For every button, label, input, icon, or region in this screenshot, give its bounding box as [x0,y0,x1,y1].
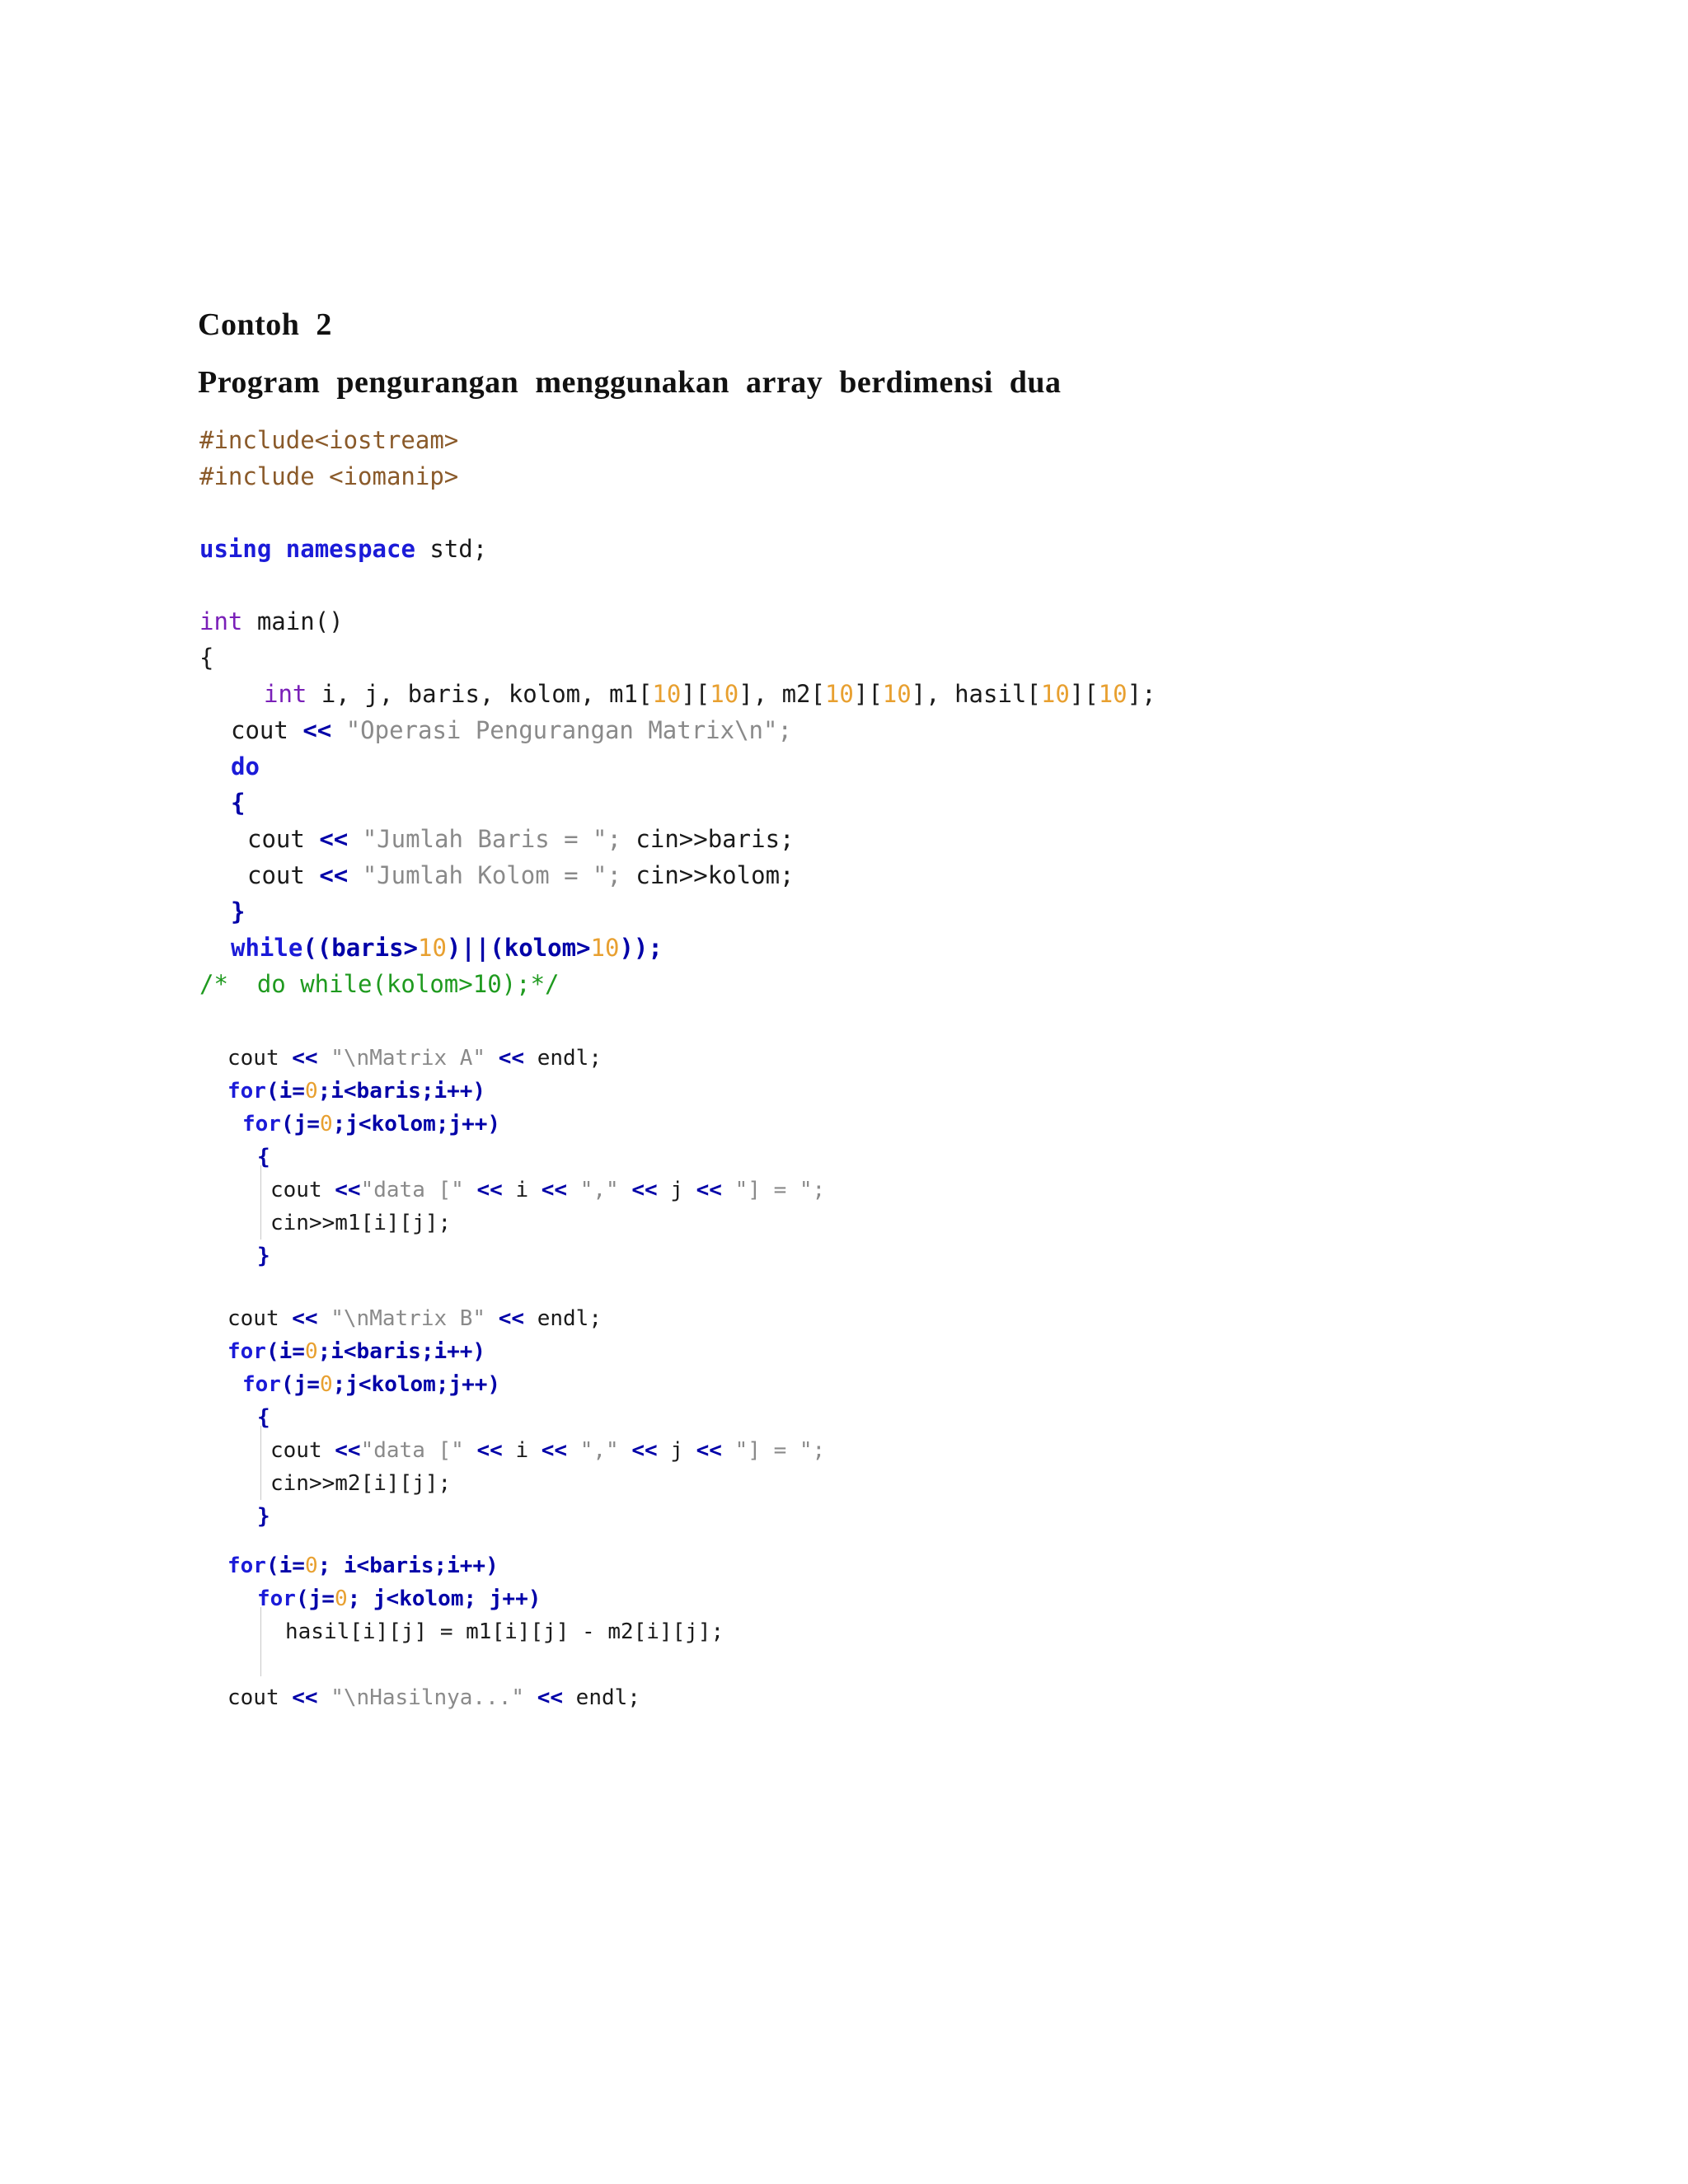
code-text: { [257,1145,270,1169]
code-line [227,1681,640,1718]
number-literal: 10 [1098,680,1128,708]
operator: << [618,1438,658,1463]
operator: << [541,1178,568,1202]
code-text: cout [247,861,320,889]
operator: << [292,1685,318,1710]
code-text: ;i<baris;i++) [317,1339,486,1364]
code-line [257,1141,270,1177]
indent-guide [260,1426,261,1500]
operator: << [463,1438,503,1463]
code-line [247,857,794,893]
number-literal: 0 [304,1554,318,1578]
code-text: ; i<baris;i++) [317,1554,499,1578]
code-line [270,1207,451,1243]
number-literal: 0 [334,1586,348,1611]
code-text: cout [231,716,303,744]
code-line [231,748,260,785]
operator: << [541,1438,568,1463]
code-text: cout [270,1438,335,1463]
code-text: endl; [524,1306,602,1331]
code-text: )||(kolom> [446,934,591,962]
code-text: cout [227,1306,293,1331]
code-text: } [257,1504,270,1529]
code-line [199,966,560,1002]
code-line [270,1467,451,1503]
keyword: using [199,535,272,563]
number-literal: 0 [304,1079,318,1104]
string-literal: "\nMatrix B" [317,1306,486,1331]
code-text: cout [227,1685,293,1710]
number-literal: 10 [882,680,912,708]
code-text: (j= [280,1112,320,1137]
code-line [227,1549,499,1586]
code-text: endl; [524,1046,602,1071]
code-text: (j= [280,1372,320,1397]
code-text: cin>>kolom; [621,861,795,889]
indent-guide [260,1607,261,1676]
code-line [257,1582,541,1619]
operator: << [524,1685,564,1710]
code-line [199,640,213,676]
code-text: { [199,644,214,672]
code-text: ][ [1069,680,1099,708]
keyword: for [227,1339,266,1364]
number-literal: 0 [319,1112,333,1137]
code-text: { [231,789,246,817]
string-literal: "Jumlah Kolom = "; [348,861,621,889]
number-literal: 0 [319,1372,333,1397]
code-line [231,930,663,966]
keyword: while [231,934,303,962]
string-literal: "] = "; [721,1178,826,1202]
code-text: cout [270,1178,335,1202]
number-literal: 0 [304,1339,318,1364]
operator: << [463,1178,503,1202]
operator: << [292,1306,318,1331]
section-subtitle: Program pengurangan menggunakan array berdimensi dua [198,365,1062,400]
code-text: ], hasil[ [911,680,1041,708]
string-literal: "\nHasilnya..." [317,1685,525,1710]
code-line [257,1500,270,1536]
code-text: hasil[i][j] = m1[i][j] - m2[i][j]; [285,1619,724,1644]
code-text: j [657,1178,696,1202]
operator: << [696,1438,722,1463]
code-text: (i= [265,1339,305,1364]
code-line [227,1075,485,1111]
keyword: for [227,1554,266,1578]
code-line [270,1434,825,1470]
keyword: for [242,1372,281,1397]
code-text: )); [619,934,663,962]
code-text: endl; [563,1685,640,1710]
code-line [199,603,344,640]
preprocessor-directive: #include<iostream> [199,426,459,454]
string-literal: "Jumlah Baris = "; [348,825,621,853]
code-line [227,1335,485,1371]
code-line [199,531,487,567]
code-text: ;j<kolom;j++) [332,1112,501,1137]
operator: << [302,716,332,744]
code-text: i, j, baris, kolom, m1[ [307,680,653,708]
code-text: i [502,1438,542,1463]
indent-guide [260,1165,261,1240]
code-text: cin>>baris; [621,825,795,853]
code-text: ]; [1127,680,1156,708]
code-line [247,821,794,857]
code-line [242,1108,500,1144]
code-line [264,676,1156,712]
code-line [231,893,245,930]
code-text: ;i<baris;i++) [317,1079,486,1104]
code-block-lower [227,1042,826,1899]
string-literal: "," [567,1178,619,1202]
code-text: ][ [853,680,883,708]
operator: << [485,1306,525,1331]
code-text: main() [242,607,344,635]
code-line [199,422,458,458]
section-title: Contoh 2 [198,307,332,342]
number-literal: 10 [418,934,447,962]
code-line [242,1368,500,1404]
operator: << [485,1046,525,1071]
code-text: i [502,1178,542,1202]
keyword: for [257,1586,296,1611]
string-literal: "data [" [360,1438,464,1463]
code-text: } [231,898,246,926]
string-literal: "Operasi Pengurangan Matrix\n"; [331,716,792,744]
code-text: ;j<kolom;j++) [332,1372,501,1397]
number-literal: 10 [590,934,620,962]
string-literal: "\nMatrix A" [317,1046,486,1071]
type-keyword: int [199,607,243,635]
preprocessor-directive: #include <iomanip> [199,462,459,490]
operator: << [319,825,349,853]
operator: << [696,1178,722,1202]
code-text: cout [247,825,320,853]
keyword: namespace [285,535,415,563]
code-line [231,712,792,748]
code-text: ][ [681,680,710,708]
operator: << [618,1178,658,1202]
keyword: for [242,1112,281,1137]
code-line [257,1401,270,1437]
code-text: } [257,1244,270,1268]
string-literal: "," [567,1438,619,1463]
code-text: { [257,1405,270,1430]
code-line [285,1615,724,1652]
code-text: (j= [295,1586,335,1611]
operator: << [335,1438,361,1463]
keyword: for [227,1079,266,1104]
code-line [199,458,458,494]
type-keyword: int [264,680,307,708]
number-literal: 10 [652,680,682,708]
code-line [227,1042,602,1078]
number-literal: 10 [710,680,739,708]
code-line [257,1240,270,1276]
operator: << [319,861,349,889]
code-text: (i= [265,1079,305,1104]
code-text: cout [227,1046,293,1071]
number-literal: 10 [1040,680,1070,708]
code-text: ((baris> [302,934,418,962]
keyword: do [231,752,260,780]
code-text: std; [415,535,488,563]
code-text: cin>>m1[i][j]; [270,1211,452,1235]
code-line [270,1174,825,1210]
code-text: j [657,1438,696,1463]
string-literal: "data [" [360,1178,464,1202]
code-text: (i= [265,1554,305,1578]
operator: << [335,1178,361,1202]
code-text: cin>>m2[i][j]; [270,1471,452,1496]
code-line [227,1302,602,1338]
code-text: ], m2[ [738,680,825,708]
code-line [231,785,245,821]
operator: << [292,1046,318,1071]
number-literal: 10 [824,680,854,708]
code-text: ; j<kolom; j++) [347,1586,542,1611]
comment: /* do while(kolom>10);*/ [199,970,560,998]
string-literal: "] = "; [721,1438,826,1463]
